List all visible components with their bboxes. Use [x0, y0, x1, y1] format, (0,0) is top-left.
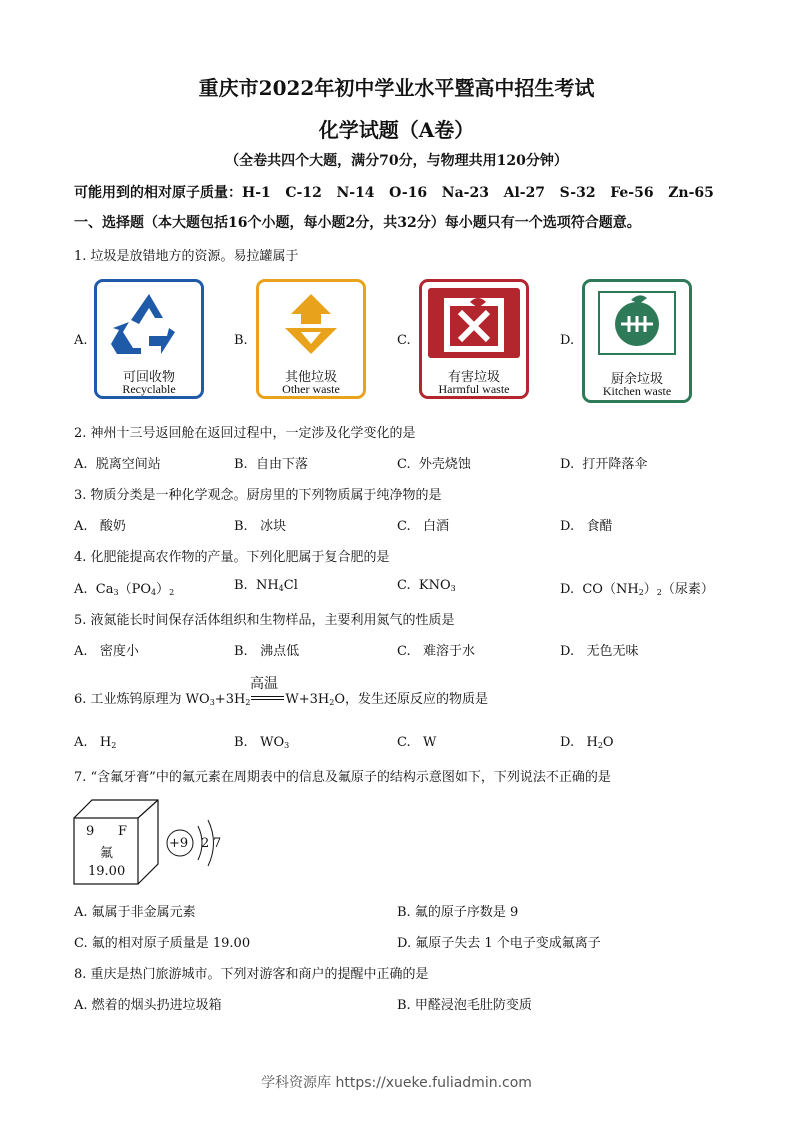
q4-a-mid: （PO: [118, 582, 151, 597]
q5-option-d[interactable]: D. 无色无味: [560, 644, 639, 659]
q6-option-a[interactable]: [74, 735, 116, 750]
q7-option-b[interactable]: B. 氟的原子序数是 9: [397, 905, 519, 920]
q8-option-a[interactable]: A. 燃着的烟头扔进垃圾箱: [74, 998, 222, 1013]
question-8-stem: 8. 重庆是热门旅游城市。下列对游客和商户的提醒中正确的是: [74, 967, 429, 982]
element-name: 氟: [100, 846, 114, 861]
q8-option-b[interactable]: B. 甲醛浸泡毛肚防变质: [397, 998, 532, 1013]
section-heading: 一、选择题（本大题包括16个小题，每小题2分，共32分）每小题只有一个选项符合题意。: [74, 215, 641, 231]
nucleus-charge: +9: [169, 836, 189, 851]
q6-sub1: 3: [209, 698, 215, 707]
q6-product: W+3H: [285, 692, 330, 707]
q4-d-mid: ）: [643, 582, 657, 597]
q4-option-d[interactable]: [560, 578, 714, 597]
q2-option-d[interactable]: D. 打开降落伞: [560, 457, 648, 472]
q6-b-sub: 3: [284, 741, 290, 750]
other-waste-bin-icon: [256, 279, 366, 399]
q6-stem-pre: 6. 工业炼钨原理为 WO: [74, 692, 210, 707]
q6-equals-sign: [251, 696, 284, 700]
other-waste-symbol-icon: [265, 288, 357, 358]
q4-a-sub3: 2: [169, 588, 175, 597]
q6-a-sub: 2: [111, 741, 117, 750]
q1-option-d-label[interactable]: D.: [560, 333, 575, 348]
q4-a-sub2: 4: [150, 588, 157, 597]
question-7-stem: 7. “含氟牙膏”中的氟元素在周期表中的信息及氟原子的结构示意图如下，下列说法不正确的是: [74, 770, 611, 785]
electron-shell-2: 7: [213, 836, 222, 851]
q4-option-b[interactable]: [234, 578, 298, 593]
q4-c-text: C. KNO: [397, 578, 451, 593]
q4-d-text: D. CO（NH: [560, 582, 639, 597]
bin-c-cn-label: 有害垃圾: [447, 370, 500, 385]
q4-c-sub1: 3: [450, 584, 456, 593]
bin-a-en-label: Recyclable: [122, 382, 176, 396]
q6-option-b[interactable]: [234, 735, 289, 750]
q3-option-d[interactable]: D. 食醋: [560, 519, 613, 534]
exam-subtitle: 化学试题（A卷）: [318, 118, 475, 142]
harmful-waste-bin-icon: [419, 279, 529, 399]
q5-option-a[interactable]: A. 密度小: [74, 644, 139, 659]
harmful-waste-symbol-icon: [428, 288, 520, 358]
q7-option-d[interactable]: D. 氟原子失去 1 个电子变成氟离子: [397, 936, 601, 951]
q4-a-post: ）: [156, 582, 170, 597]
recycle-icon: [103, 288, 195, 358]
q6-option-c[interactable]: C. W: [397, 735, 437, 750]
kitchen-waste-bin-icon: [582, 279, 692, 403]
kitchen-waste-symbol-icon: [591, 288, 683, 358]
bin-b-en-label: Other waste: [282, 382, 340, 396]
element-atomic-number: 9: [86, 824, 95, 839]
bin-a-cn-label: 可回收物: [122, 370, 175, 385]
q6-option-d[interactable]: [560, 735, 614, 750]
q4-b-sub1: 4: [278, 584, 284, 593]
exam-note: （全卷共四个大题，满分70分，与物理共用120分钟）: [225, 153, 568, 169]
q4-b-post: Cl: [283, 578, 298, 593]
question-6-stem: [74, 688, 488, 707]
q1-option-b-label[interactable]: B.: [234, 333, 248, 348]
q6-reaction-condition: 高温: [250, 676, 278, 692]
bin-c-en-label: Harmful waste: [438, 382, 510, 396]
q4-d-post: （尿素）: [661, 582, 714, 597]
q2-option-b[interactable]: B. 自由下落: [234, 457, 308, 472]
question-5-stem: 5. 液氮能长时间保存活体组织和生物样品，主要利用氮气的性质是: [74, 613, 455, 628]
question-3-stem: 3. 物质分类是一种化学观念。厨房里的下列物质属于纯净物的是: [74, 488, 442, 503]
footer-watermark: 学科资源库 https://xueke.fuliadmin.com: [261, 1075, 532, 1091]
q6-sub2: 2: [245, 698, 251, 707]
element-mass: 19.00: [88, 864, 126, 879]
atomic-masses: 可能用到的相对原子质量：H-1 C-12 N-14 O-16 Na-23 Al-27 S-32 Fe-56 Zn-65: [74, 185, 714, 201]
q4-d-sub2: 2: [656, 588, 662, 597]
q2-option-a[interactable]: A. 脱离空间站: [74, 457, 161, 472]
question-1-stem: 1. 垃圾是放错地方的资源。易拉罐属于: [74, 249, 299, 264]
q3-option-b[interactable]: B. 冰块: [234, 519, 287, 534]
question-4-stem: 4. 化肥能提高农作物的产量。下列化肥属于复合肥的是: [74, 550, 390, 565]
q6-plus: +3H: [214, 692, 246, 707]
q6-stem-post: O，发生还原反应的物质是: [334, 692, 489, 707]
q6-d-text: D. H: [560, 735, 598, 750]
element-symbol: F: [118, 824, 128, 839]
bin-b-cn-label: 其他垃圾: [284, 370, 337, 385]
q1-option-c-label[interactable]: C.: [397, 333, 411, 348]
exam-title: 重庆市2022年初中学业水平暨高中招生考试: [198, 76, 595, 100]
q5-option-c[interactable]: C. 难溶于水: [397, 644, 476, 659]
bin-d-en-label: Kitchen waste: [602, 384, 672, 398]
question-2-stem: 2. 神州十三号返回舱在返回过程中，一定涉及化学变化的是: [74, 426, 416, 441]
q3-option-a[interactable]: A. 酸奶: [74, 519, 126, 534]
q6-a-text: A. H: [74, 735, 112, 750]
q2-option-c[interactable]: C. 外壳烧蚀: [397, 457, 471, 472]
q4-a-text: A. Ca: [74, 582, 114, 597]
electron-shell-1: 2: [201, 836, 210, 851]
bin-d-cn-label: 厨余垃圾: [610, 372, 663, 387]
q4-option-c[interactable]: [397, 578, 456, 593]
q6-b-text: B. WO: [234, 735, 285, 750]
q7-option-a[interactable]: A. 氟属于非金属元素: [74, 905, 196, 920]
q1-option-a-label[interactable]: A.: [74, 333, 88, 348]
q4-d-sub1: 2: [638, 588, 644, 597]
q7-option-c[interactable]: C. 氟的相对原子质量是 19.00: [74, 936, 251, 951]
q4-option-a[interactable]: [74, 578, 174, 597]
q6-d-sub: 2: [597, 741, 603, 750]
q5-option-b[interactable]: B. 沸点低: [234, 644, 300, 659]
q6-sub3: 2: [329, 698, 335, 707]
q4-b-text: B. NH: [234, 578, 279, 593]
q3-option-c[interactable]: C. 白酒: [397, 519, 450, 534]
recyclable-bin-icon: [94, 279, 204, 399]
q4-a-sub1: 3: [113, 588, 119, 597]
q6-d-post: O: [602, 735, 614, 750]
